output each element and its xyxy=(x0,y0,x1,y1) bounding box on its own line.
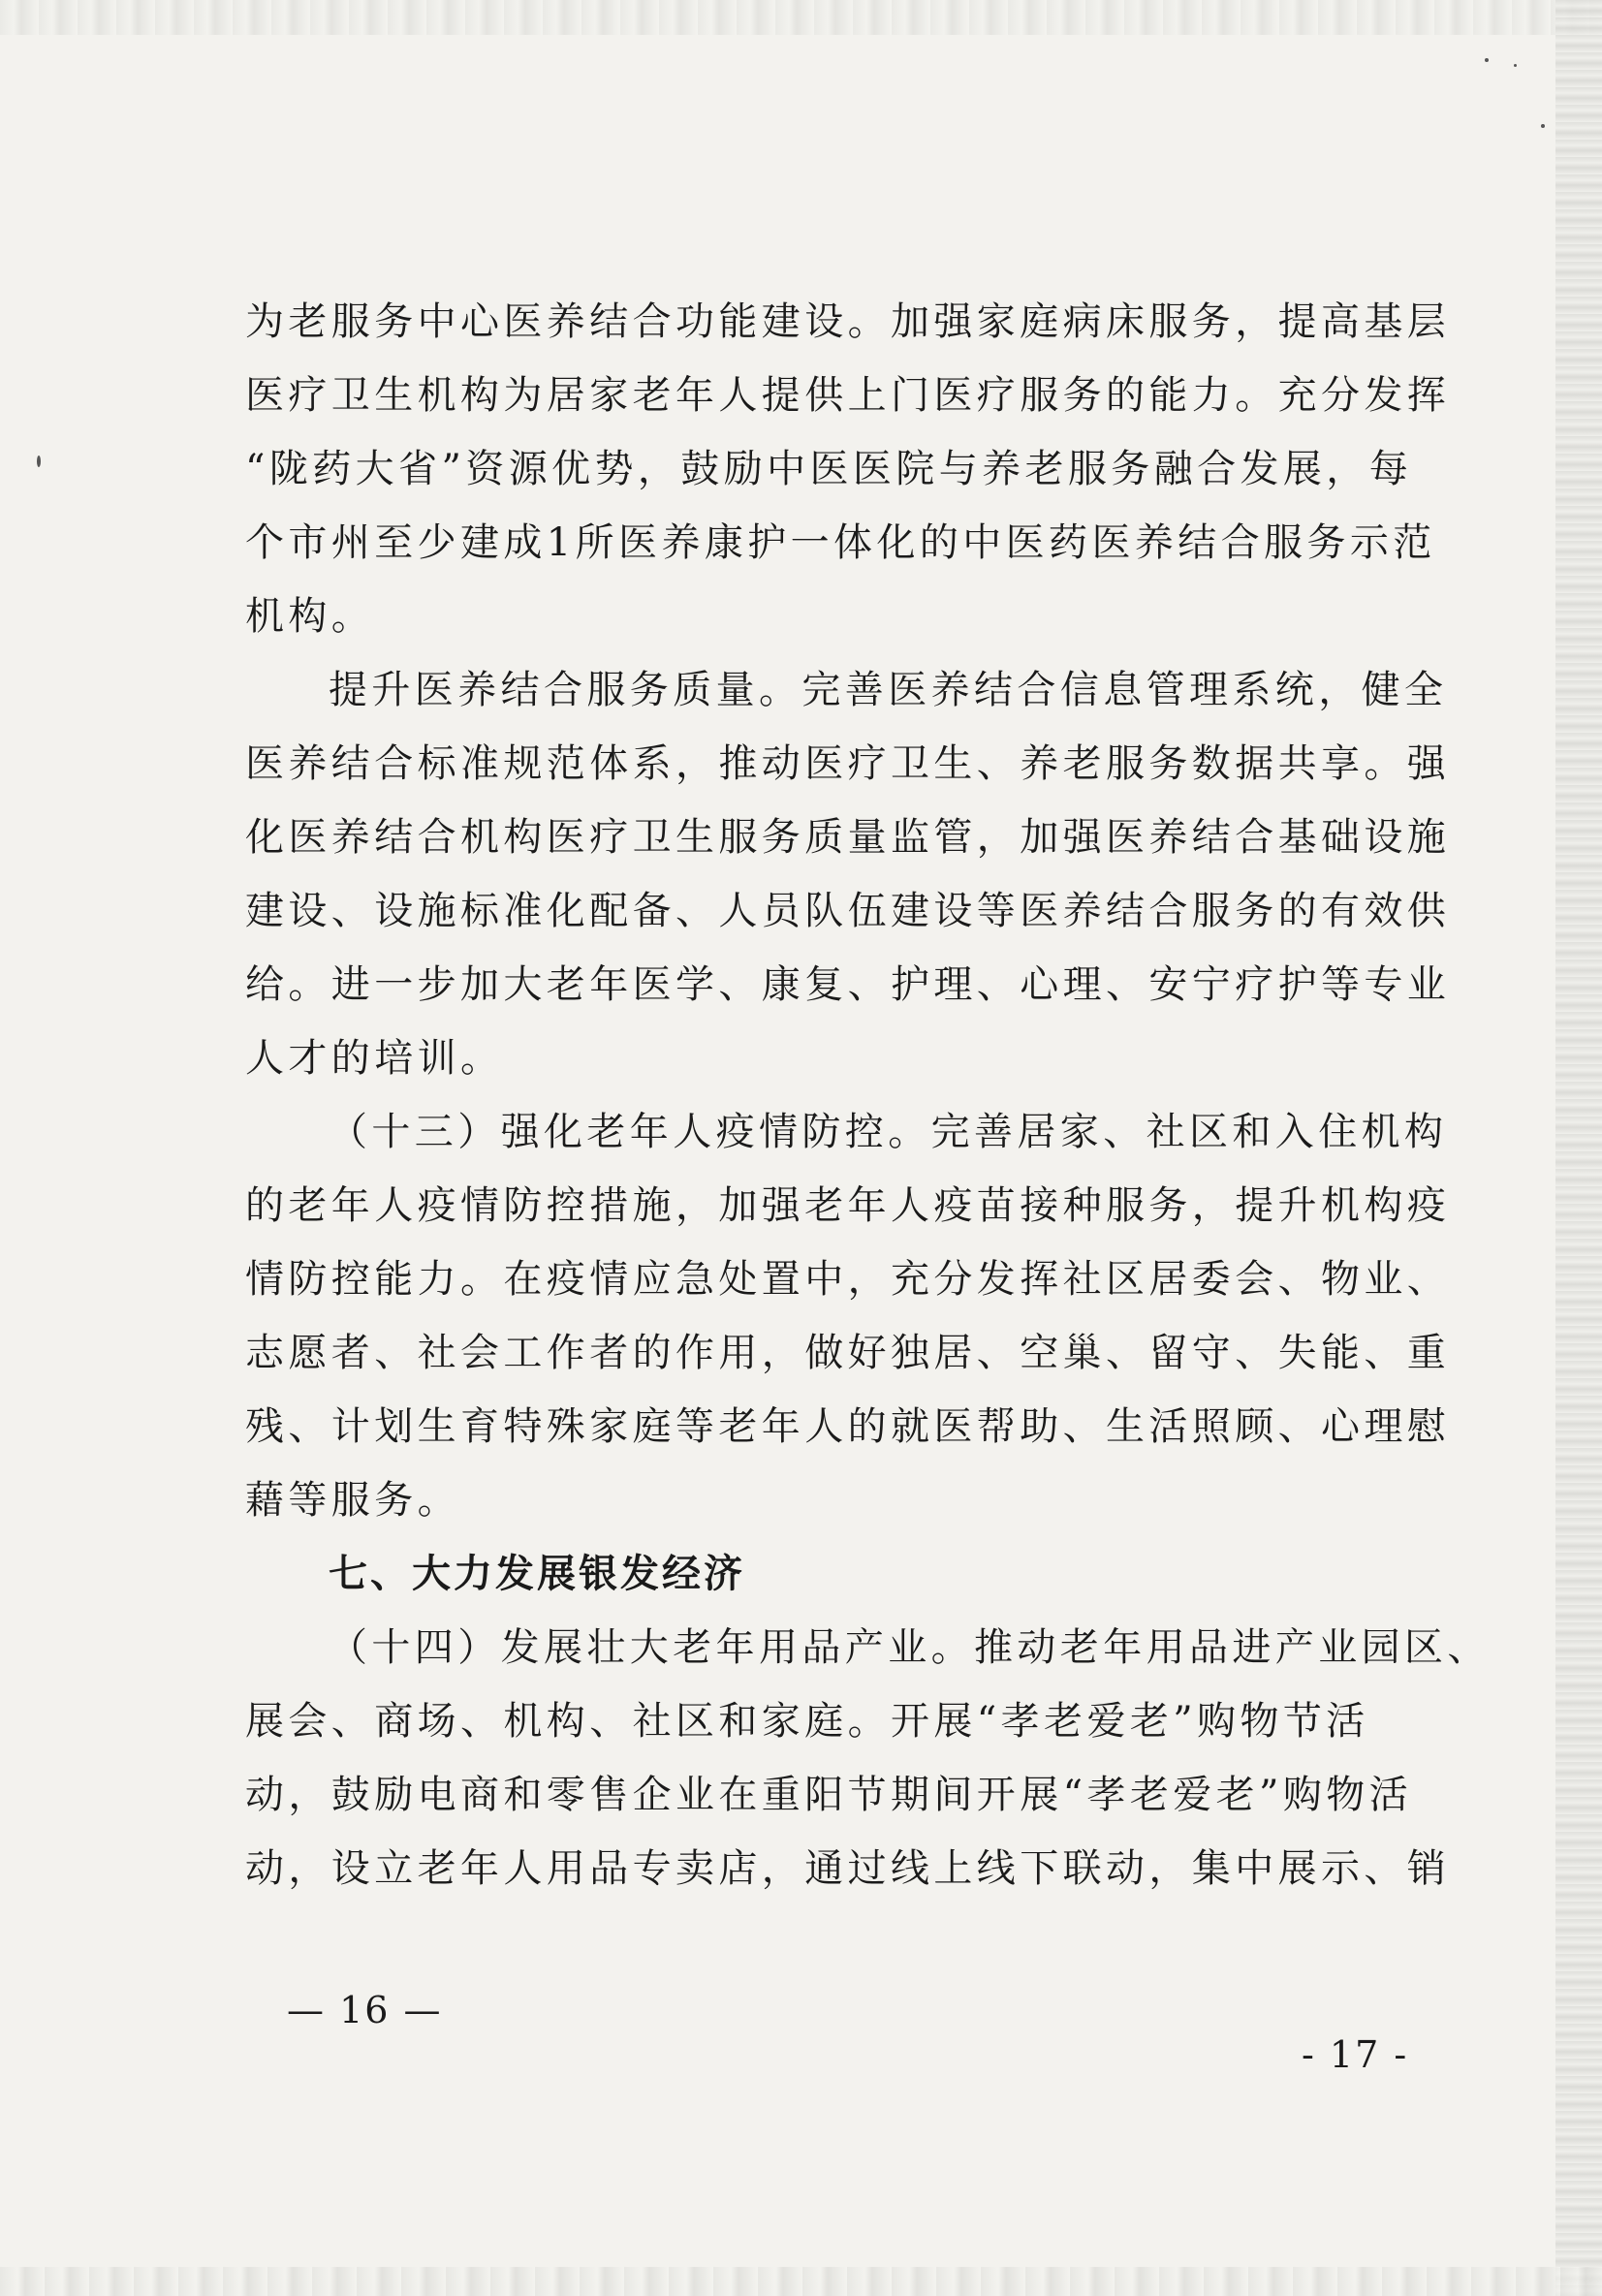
text-line: 给。进一步加大老年医学、康复、护理、心理、安宁疗护等专业 xyxy=(245,962,1451,1007)
scan-speck xyxy=(1541,124,1545,128)
paragraph-start: （十四）发展壮大老年用品产业。推动老年用品进产业园区、 xyxy=(329,1625,1491,1670)
text-line: 机构。 xyxy=(245,594,375,639)
text-line: 动，鼓励电商和零售企业在重阳节期间开展“孝老爱老”购物活 xyxy=(245,1773,1413,1817)
paragraph-start: （十三）强化老年人疫情防控。完善居家、社区和入住机构 xyxy=(329,1110,1448,1154)
paragraph-start: 提升医养结合服务质量。完善医养结合信息管理系统，健全 xyxy=(329,668,1448,712)
text-line: 个市州至少建成1所医养康护一体化的中医药医养结合服务示范 xyxy=(245,520,1436,565)
text-line: 展会、商场、机构、社区和家庭。开展“孝老爱老”购物节活 xyxy=(245,1699,1369,1744)
text-line: 建设、设施标准化配备、人员队伍建设等医养结合服务的有效供 xyxy=(245,889,1451,933)
text-line: 医养结合标准规范体系，推动医疗卫生、养老服务数据共享。强 xyxy=(245,741,1451,786)
scan-speck xyxy=(1485,58,1489,62)
text-line: 为老服务中心医养结合功能建设。加强家庭病床服务，提高基层 xyxy=(245,299,1451,344)
page-number-left: — 16 — xyxy=(287,1989,443,2031)
scan-edge-top xyxy=(0,0,1602,35)
section-heading: 七、大力发展银发经济 xyxy=(329,1552,745,1596)
document-body xyxy=(245,285,1491,1905)
scan-speck xyxy=(37,456,41,467)
text-line: 人才的培训。 xyxy=(245,1036,504,1081)
text-line: 医疗卫生机构为居家老年人提供上门医疗服务的能力。充分发挥 xyxy=(245,373,1451,418)
text-line: 残、计划生育特殊家庭等老年人的就医帮助、生活照顾、心理慰 xyxy=(245,1404,1451,1449)
text-line: 的老年人疫情防控措施，加强老年人疫苗接种服务，提升机构疫 xyxy=(245,1183,1451,1228)
text-line: 动，设立老年人用品专卖店，通过线上线下联动，集中展示、销 xyxy=(245,1846,1451,1891)
scan-speck xyxy=(1514,64,1517,67)
scan-edge-right xyxy=(1555,0,1602,2296)
scan-edge-bottom xyxy=(0,2267,1602,2296)
text-line: 志愿者、社会工作者的作用，做好独居、空巢、留守、失能、重 xyxy=(245,1331,1451,1375)
text-line: 情防控能力。在疫情应急处置中，充分发挥社区居委会、物业、 xyxy=(245,1257,1451,1302)
text-line: 藉等服务。 xyxy=(245,1478,460,1523)
text-line: 化医养结合机构医疗卫生服务质量监管，加强医养结合基础设施 xyxy=(245,815,1451,860)
page-number-right: - 17 - xyxy=(1302,2033,1409,2076)
text-line: “陇药大省”资源优势，鼓励中医医院与养老服务融合发展，每 xyxy=(245,447,1413,491)
